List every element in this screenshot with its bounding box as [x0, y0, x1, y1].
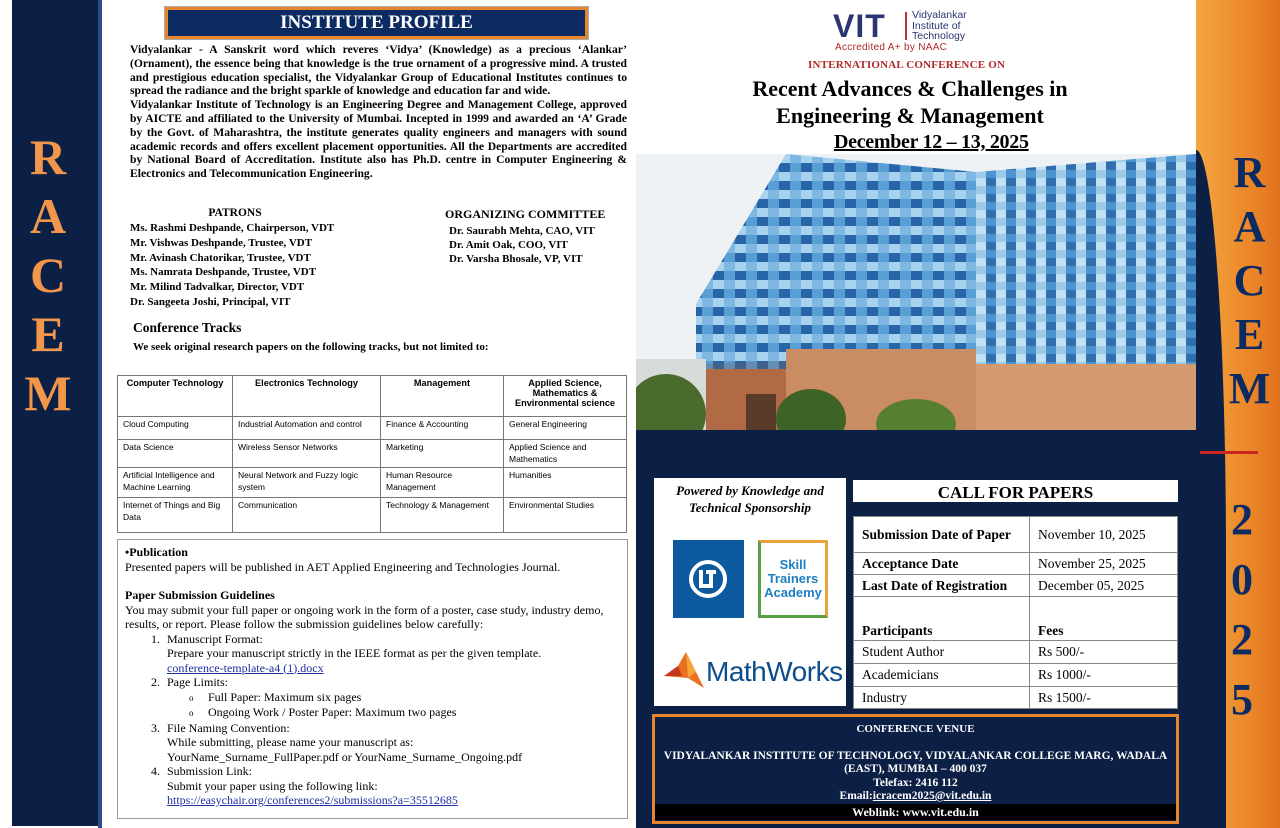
- table-row: [854, 517, 1178, 553]
- mathworks-wordmark: MathWorks: [706, 656, 843, 687]
- tracks-header-row: [118, 376, 627, 417]
- participant-label: Academicians: [854, 664, 1030, 687]
- date-label: Submission Date of Paper: [854, 517, 1030, 553]
- table-cell: General Engineering: [504, 417, 627, 440]
- right-letter: A: [1233, 202, 1266, 251]
- logo-name-line: Technology: [912, 30, 966, 42]
- guideline-item: [163, 721, 620, 765]
- tracks-header: Management: [381, 376, 504, 417]
- table-cell: Wireless Sensor Networks: [233, 440, 381, 468]
- table-cell: Human Resource Management: [381, 468, 504, 498]
- lt-logo-icon: [673, 540, 744, 618]
- guideline-text: Submit your paper using the following link:: [167, 778, 378, 793]
- left-letter: M: [24, 365, 72, 421]
- conference-date: December 12 – 13, 2025: [834, 131, 1029, 153]
- conference-title: Recent Advances & Challenges in Engineering & Management: [752, 76, 1068, 128]
- institute-profile-title: INSTITUTE PROFILE: [165, 7, 588, 39]
- right-racem-letters: [1222, 146, 1277, 416]
- patron-name: Mr. Vishwas Deshpande, Trustee, VDT: [130, 236, 313, 249]
- participant-label: Industry: [854, 687, 1030, 709]
- mathworks-logo: [662, 648, 842, 698]
- right-letter: E: [1234, 310, 1265, 359]
- date-label: Last Date of Registration: [854, 575, 1030, 597]
- patron-name: Ms. Rashmi Deshpande, Chairperson, VDT: [130, 222, 335, 234]
- call-for-papers-table: [853, 516, 1178, 709]
- patrons-heading: PATRONS: [208, 207, 262, 219]
- guidelines-heading: Paper Submission Guidelines: [125, 588, 275, 602]
- profile-paragraph: Vidyalankar Institute of Technology is an Engineering Degree and Management College, approved by AICTE and affiliated to the University of Mumbai. Incepted in 1999 and awarded an ‘A’ Grade by the Govt. of Maharashtra, the institute generates quality engineers and managers with sound academic records and offers excellent placement opportunities. All the Departments are accredited by National Board of Accreditation. Institute also has Ph.D. centre in Computer Engineering & Electronics and Telecommunication Engineering.: [130, 98, 627, 181]
- guideline-title: 2. Page Limits:: [167, 675, 228, 689]
- right-year-digits: [1222, 490, 1262, 730]
- guideline-text: Prepare your manuscript strictly in the IEEE format as per the given template.: [167, 646, 542, 660]
- left-letter: A: [29, 188, 67, 244]
- right-letter: M: [1228, 364, 1271, 413]
- venue-title: CONFERENCE VENUE: [856, 723, 975, 735]
- left-letter: E: [31, 306, 65, 362]
- table-cell: Artificial Intelligence and Machine Learning: [118, 468, 233, 498]
- participants-header: Participants: [854, 597, 1030, 641]
- table-cell: Humanities: [504, 468, 627, 498]
- committee-heading: ORGANIZING COMMITTEE: [445, 207, 606, 221]
- email-label: Email:: [839, 790, 873, 802]
- left-racem-letters: [16, 128, 80, 423]
- guideline-text: While submitting, please name your manuscript as:: [167, 735, 414, 749]
- patron-name: Mr. Avinash Chatorikar, Trustee, VDT: [130, 251, 311, 264]
- table-cell: Industrial Automation and control: [233, 417, 381, 440]
- table-cell: Finance & Accounting: [381, 417, 504, 440]
- sponsors-box: [654, 478, 846, 706]
- tracks-table: [117, 375, 627, 533]
- venue-email-line: [655, 790, 1176, 804]
- venue-email-link[interactable]: icracem2025@vit.edu.in: [872, 790, 992, 802]
- guideline-title: 4. Submission Link:: [167, 764, 253, 778]
- table-cell: Environmental Studies: [504, 498, 627, 533]
- powered-by-text: Powered by Knowledge and Technical Sponsorship: [676, 483, 824, 515]
- publication-box: [117, 539, 628, 819]
- guideline-title: 3. File Naming Convention:: [167, 720, 290, 735]
- page-limit-item: o Ongoing Work / Poster Paper: Maximum two pages: [185, 705, 620, 721]
- venue-address: VIDYALANKAR INSTITUTE OF TECHNOLOGY, VIDYALANKAR COLLEGE MARG, WADALA (EAST), MUMBAI – 400 037: [663, 749, 1168, 775]
- left-letter: R: [29, 129, 67, 185]
- patron-name: Mr. Milind Tadvalkar, Director, VDT: [130, 281, 305, 294]
- vit-logo-name: [912, 10, 967, 42]
- date-value: November 10, 2025: [1030, 517, 1178, 553]
- skill-logo-line: Trainers: [767, 571, 819, 586]
- table-cell: Applied Science and Mathematics: [504, 440, 627, 468]
- fee-value: Rs 1000/-: [1030, 664, 1178, 687]
- organizing-committee-section: [445, 207, 630, 267]
- year-digit: 0: [1231, 555, 1253, 604]
- date-value: December 05, 2025: [1030, 575, 1178, 597]
- table-cell: Cloud Computing: [118, 417, 233, 440]
- table-cell: Data Science: [118, 440, 233, 468]
- naac-accreditation: Accredited A+ by NAAC: [835, 42, 948, 53]
- guideline-item: [163, 675, 620, 721]
- international-conference-label: INTERNATIONAL CONFERENCE ON: [808, 59, 1006, 71]
- publication-text: Presented papers will be published in AET Applied Engineering and Technologies Journal.: [125, 559, 561, 574]
- date-label: Acceptance Date: [854, 553, 1030, 575]
- conference-tracks-title: Conference Tracks: [133, 320, 242, 335]
- table-cell: Neural Network and Fuzzy logic system: [233, 468, 381, 498]
- table-row: [854, 664, 1178, 687]
- table-row: [854, 641, 1178, 664]
- skill-logo-line: Skill: [779, 557, 807, 572]
- logo-name-line: Institute of: [912, 19, 961, 32]
- fees-header: Fees: [1030, 597, 1178, 641]
- tracks-header: Electronics Technology: [233, 376, 381, 417]
- table-row: [118, 417, 627, 440]
- table-row: [854, 575, 1178, 597]
- committee-name: Dr. Varsha Bhosale, VP, VIT: [449, 253, 583, 266]
- page-limits-list: [185, 690, 620, 721]
- year-digit: 5: [1231, 675, 1253, 724]
- table-row: [118, 468, 627, 498]
- right-letter: C: [1233, 256, 1266, 305]
- profile-paragraph: Vidyalankar - A Sanskrit word which reveres ‘Vidya’ (Knowledge) as a precious ‘Alankar’ (Ornament), the essence being that knowledge is the true ornament of a progressive mind. A trusted and prestigious education specialist, the Vidyalankar Group of Educational Institutes continues to spread the radiance and the bright sparkle of knowledge and education far and wide.: [130, 43, 627, 98]
- committee-name: Dr. Amit Oak, COO, VIT: [449, 239, 568, 252]
- table-cell: Communication: [233, 498, 381, 533]
- table-row: [854, 687, 1178, 709]
- fee-value: Rs 500/-: [1030, 641, 1178, 664]
- page-limit-item: o Full Paper: Maximum six pages: [185, 690, 620, 706]
- skill-trainers-academy-logo: [758, 540, 828, 618]
- left-blue-strip: [98, 0, 102, 828]
- table-row: [118, 498, 627, 533]
- guideline-title: 1. Manuscript Format:: [167, 631, 263, 646]
- call-for-papers-title: CALL FOR PAPERS: [853, 480, 1178, 502]
- committee-name: Dr. Saurabh Mehta, CAO, VIT: [449, 225, 595, 237]
- fee-value: Rs 1500/-: [1030, 687, 1178, 709]
- tracks-header: Applied Science, Mathematics & Environmental science: [504, 376, 627, 417]
- vit-logo-mark: VIT: [833, 8, 886, 44]
- conference-venue-box: [652, 714, 1179, 824]
- publication-heading: •Publication: [125, 545, 188, 559]
- skill-logo-line: Academy: [764, 585, 822, 600]
- patron-name: Dr. Sangeeta Joshi, Principal, VIT: [130, 295, 291, 308]
- table-row: [118, 440, 627, 468]
- guidelines-list: [163, 632, 620, 808]
- guidelines-intro: You may submit your full paper or ongoing work in the form of a poster, case study, industry demo, results, or report. Please follow the submission guidelines below carefully:: [125, 602, 604, 631]
- right-letter: R: [1233, 148, 1266, 197]
- logo-divider: [905, 12, 907, 40]
- table-row: [854, 553, 1178, 575]
- venue-telefax: Telefax: 2416 112: [873, 776, 958, 789]
- participant-label: Student Author: [854, 641, 1030, 664]
- logo-name-line: Vidyalankar: [912, 9, 967, 21]
- conference-tracks-subtitle: We seek original research papers on the following tracks, but not limited to:: [133, 341, 489, 353]
- patron-name: Ms. Namrata Deshpande, Trustee, VDT: [130, 266, 317, 279]
- left-letter: C: [29, 247, 67, 303]
- table-cell: Technology & Management: [381, 498, 504, 533]
- guideline-text: YourName_Surname_FullPaper.pdf or YourName_Surname_Ongoing.pdf: [167, 749, 523, 764]
- lt-logo-svg: [673, 540, 744, 618]
- table-row: [854, 597, 1178, 641]
- patrons-section: [130, 207, 380, 310]
- submission-link[interactable]: https://easychair.org/conferences2/submissions?a=35512685: [167, 793, 458, 807]
- venue-weblink[interactable]: Weblink: www.vit.edu.in: [655, 804, 1176, 820]
- right-red-dash: [1200, 451, 1258, 454]
- mathworks-membrane-icon: [662, 648, 706, 692]
- institute-profile-text: [130, 43, 627, 181]
- table-cell: Internet of Things and Big Data: [118, 498, 233, 533]
- template-download-link[interactable]: conference-template-a4 (1).docx: [167, 660, 324, 675]
- guideline-item: [163, 632, 620, 676]
- guideline-item: [163, 764, 620, 808]
- date-value: November 25, 2025: [1030, 553, 1178, 575]
- vit-logo: [833, 9, 983, 55]
- tracks-header: Computer Technology: [118, 376, 233, 417]
- table-cell: Marketing: [381, 440, 504, 468]
- year-digit: 2: [1231, 495, 1253, 544]
- year-digit: 2: [1231, 615, 1253, 664]
